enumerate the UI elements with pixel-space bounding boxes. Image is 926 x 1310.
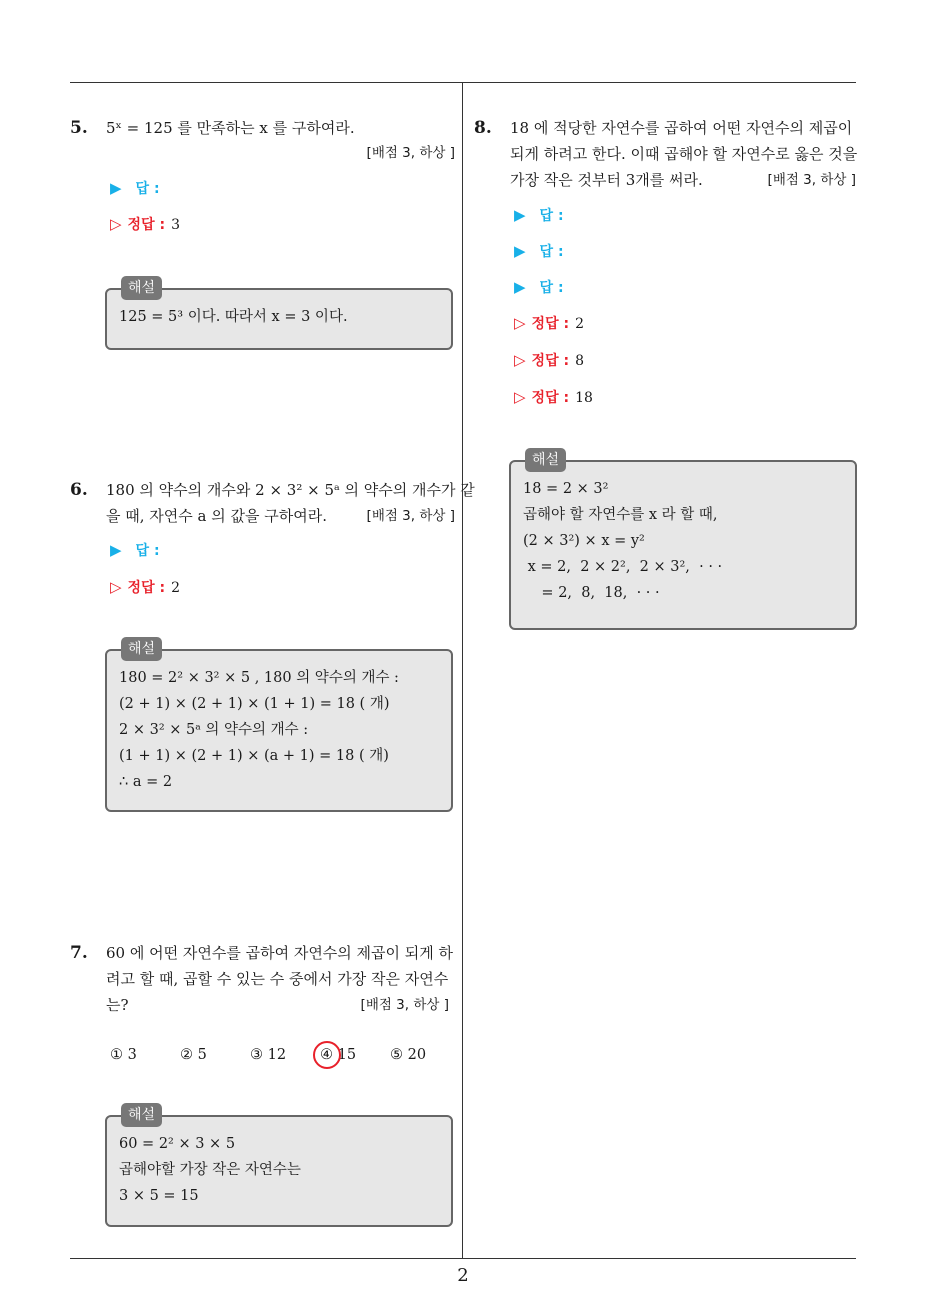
problem-8-correct-row-3: [514, 386, 593, 408]
solution-line: (2 × 3²) × x = y²: [523, 533, 645, 549]
solution-tab: 해설: [121, 276, 162, 300]
correct-label: 정답 :: [531, 353, 570, 369]
solution-line: 3 × 5 = 15: [119, 1188, 199, 1204]
problem-5-correct-row: [110, 213, 180, 235]
bottom-rule: [70, 1258, 856, 1259]
answer-label: 답 :: [539, 280, 564, 296]
problem-text-line-1: 60 에 어떤 자연수를 곱하여 자연수의 제곱이 되게 하: [106, 944, 454, 962]
problem-text-line-3: 는?: [106, 996, 129, 1014]
choice-4-label: ④ 15: [320, 1047, 357, 1063]
solution-line: 125 = 5³ 이다. 따라서 x = 3 이다.: [119, 309, 348, 325]
problem-7: [70, 940, 455, 1020]
answer-label: 답 :: [135, 543, 160, 559]
problem-text-line-1: 180 의 약수의 개수와 2 × 3² × 5ᵃ 의 약수의 개수가 같: [106, 481, 475, 499]
problem-text-line-2: 을 때, 자연수 a 의 값을 구하여라.: [106, 507, 327, 525]
red-triangle-outline-icon: ▷: [110, 215, 122, 233]
choice-3[interactable]: ③ 12: [250, 1047, 287, 1063]
solution-line: 곱해야할 가장 작은 자연수는: [119, 1162, 301, 1178]
correct-value: 18: [575, 390, 593, 406]
problem-8-answer-row-1[interactable]: [514, 204, 564, 226]
red-triangle-outline-icon: ▷: [110, 578, 122, 596]
problem-number: 8.: [474, 118, 492, 138]
blue-triangle-icon: ▶: [110, 541, 122, 559]
correct-label: 정답 :: [127, 217, 166, 233]
problem-8-correct-row-2: [514, 349, 584, 371]
blue-triangle-icon: ▶: [514, 242, 526, 260]
solution-line: 곱해야 할 자연수를 x 라 할 때,: [523, 507, 718, 523]
problem-6-correct-row: [110, 576, 180, 598]
answer-label: 답 :: [135, 181, 160, 197]
blue-triangle-icon: ▶: [110, 179, 122, 197]
correct-value: 3: [171, 217, 180, 233]
column-divider: [462, 82, 463, 1258]
problem-8-answer-row-3[interactable]: [514, 276, 564, 298]
page-number: 2: [457, 1265, 469, 1286]
problem-7-solution-box: [105, 1107, 453, 1227]
problem-text-line-2: 되게 하려고 한다. 이때 곱해야 할 자연수로 옳은 것을: [510, 145, 858, 163]
red-triangle-outline-icon: ▷: [514, 351, 526, 369]
problem-8-correct-row-1: [514, 312, 584, 334]
solution-line: ∴ a = 2: [119, 774, 173, 790]
problem-7-mark: [배점 3, 하상 ]: [360, 997, 449, 1013]
blue-triangle-icon: ▶: [514, 278, 526, 296]
problem-5-solution-box: [105, 280, 453, 350]
solution-line: 60 = 2² × 3 × 5: [119, 1136, 236, 1152]
problem-5-mark: [배점 3, 하상 ]: [366, 145, 455, 161]
answer-label: 답 :: [539, 244, 564, 260]
problem-number: 6.: [70, 480, 88, 500]
solution-line: = 2, 8, 18, · · ·: [523, 585, 660, 601]
red-circle-mark-icon: [313, 1041, 341, 1069]
solution-line: 2 × 3² × 5ᵃ 의 약수의 개수 :: [119, 722, 309, 738]
problem-8: [474, 115, 858, 195]
problem-6-mark: [배점 3, 하상 ]: [366, 508, 455, 524]
answer-label: 답 :: [539, 208, 564, 224]
blue-triangle-icon: ▶: [514, 206, 526, 224]
problem-5: [70, 115, 455, 143]
red-triangle-outline-icon: ▷: [514, 314, 526, 332]
choice-1[interactable]: ① 3: [110, 1047, 137, 1063]
solution-line: (2 + 1) × (2 + 1) × (1 + 1) = 18 ( 개): [119, 696, 390, 712]
problem-5-answer-row[interactable]: [110, 177, 160, 199]
problem-text-line-1: 18 에 적당한 자연수를 곱하여 어떤 자연수의 제곱이: [510, 119, 853, 137]
solution-line: 180 = 2² × 3² × 5 , 180 의 약수의 개수 :: [119, 670, 399, 686]
problem-text: 5ˣ = 125 를 만족하는 x 를 구하여라.: [106, 119, 355, 137]
problem-text-line-2: 려고 할 때, 곱할 수 있는 수 중에서 가장 작은 자연수: [106, 970, 449, 988]
problem-6-solution-box: [105, 641, 453, 812]
correct-value: 2: [575, 316, 584, 332]
correct-value: 2: [171, 580, 180, 596]
problem-6: [70, 477, 475, 533]
choice-5[interactable]: ⑤ 20: [390, 1047, 427, 1063]
problem-8-mark: [배점 3, 하상 ]: [767, 172, 856, 188]
choice-4[interactable]: [320, 1044, 356, 1066]
problem-8-answer-row-2[interactable]: [514, 240, 564, 262]
top-rule: [70, 82, 856, 83]
correct-label: 정답 :: [531, 390, 570, 406]
problem-number: 5.: [70, 118, 88, 138]
solution-line: 18 = 2 × 3²: [523, 481, 609, 497]
solution-line: x = 2, 2 × 2², 2 × 3², · · ·: [523, 559, 723, 575]
solution-tab: 해설: [525, 448, 566, 472]
solution-tab: 해설: [121, 637, 162, 661]
correct-label: 정답 :: [127, 580, 166, 596]
problem-text-line-3: 가장 작은 것부터 3개를 써라.: [510, 171, 703, 189]
choice-2[interactable]: ② 5: [180, 1047, 207, 1063]
correct-label: 정답 :: [531, 316, 570, 332]
correct-value: 8: [575, 353, 584, 369]
problem-8-solution-box: [509, 452, 857, 630]
solution-line: (1 + 1) × (2 + 1) × (a + 1) = 18 ( 개): [119, 748, 389, 764]
problem-6-answer-row[interactable]: [110, 539, 160, 561]
red-triangle-outline-icon: ▷: [514, 388, 526, 406]
problem-number: 7.: [70, 943, 88, 963]
solution-tab: 해설: [121, 1103, 162, 1127]
